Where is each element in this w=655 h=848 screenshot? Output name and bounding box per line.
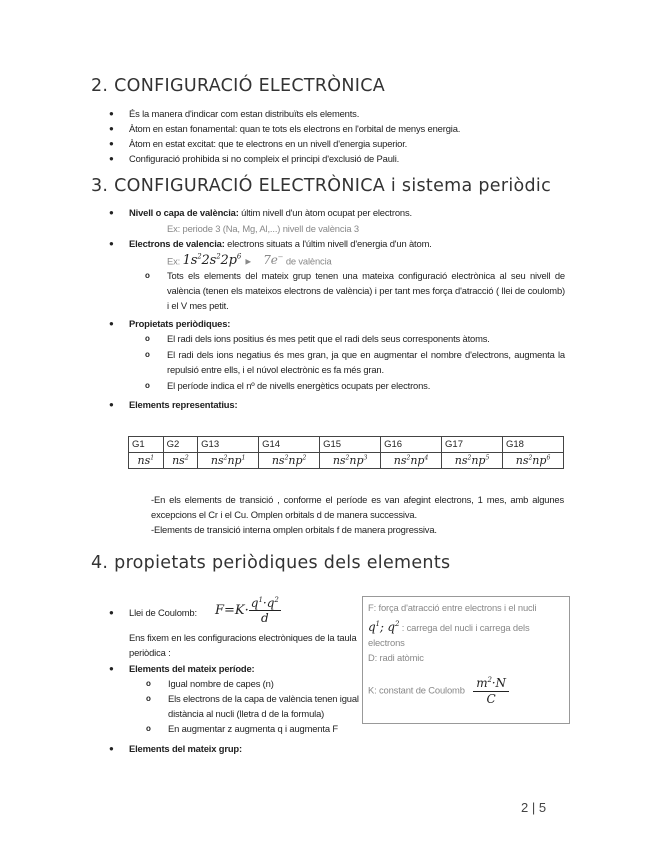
list-item [146, 691, 362, 721]
valence-label: Nivell o capa de valència: [129, 207, 239, 218]
valence-level-item [109, 205, 569, 220]
arrow-icon: ► [243, 255, 253, 267]
table-cell: $ns^2np^5$ [442, 453, 503, 469]
bullet-icon: ● [109, 109, 114, 118]
valence-electrons-item [109, 236, 569, 251]
circle-bullet-icon: o [146, 724, 151, 733]
table-cell: $ns^2np^4$ [381, 453, 442, 469]
list-item-text: El període indica el nº de nivells energètics ocupats per electrons. [167, 380, 431, 391]
properties-label: Propietats periòdiques: [129, 318, 231, 329]
list-item [146, 676, 362, 691]
list-item-text: Àtom en estat excitat: que te electrons en un nivell d'energia superior. [129, 138, 408, 149]
properties-list [145, 331, 565, 393]
representative-label: Elements representatius: [129, 399, 238, 410]
table-header-cell: G1 [129, 437, 164, 453]
table-header-cell: G15 [320, 437, 381, 453]
table-cell: $ns^1$ [129, 453, 164, 469]
table-cell: $ns^2np^6$ [503, 453, 564, 469]
properties-item [109, 316, 231, 331]
circle-bullet-icon: o [145, 381, 150, 390]
list-item-text: El radi dels ions negatius és mes gran, ja que en augmentar el nombre d'electrons, augmenta la repulsió entre ells, i el núvol electrònic es fa més gran. [167, 349, 565, 375]
circle-bullet-icon: o [145, 334, 150, 343]
table-cell: $ns^2np^1$ [198, 453, 259, 469]
table-cell: $ns^2np^2$ [259, 453, 320, 469]
legend-force: F: força d'atracció entre electrons i el nucli [368, 602, 537, 613]
electrons-text: electrons situats a l'últim nivell d'energia d'un àtom. [224, 238, 432, 249]
section-2-list [109, 106, 599, 166]
bullet-icon: ● [109, 124, 114, 133]
constant-units-formula: $\frac{m^2\cdot N}{C}$ [473, 673, 509, 707]
list-item-text: En augmentar z augmenta q i augmenta F [168, 723, 338, 734]
list-item [109, 106, 599, 121]
same-group-label: Elements del mateix grup: [129, 743, 242, 754]
table-header-cell: G16 [381, 437, 442, 453]
list-item-text: Igual nombre de capes (n) [168, 678, 274, 689]
coulomb-legend-box [362, 596, 570, 724]
list-item-text: Configuració prohibida si no compleix el principi d'exclusió de Pauli. [129, 153, 400, 164]
bullet-icon: ● [109, 744, 114, 753]
example-suffix: de valència [283, 255, 332, 267]
charges-formula: $q^1$; $q^2$ [368, 620, 400, 634]
section-4-title: 4. propietats periòdiques dels elements [91, 553, 451, 573]
bullet-icon: ● [109, 139, 114, 148]
list-item-text: El radi dels ions positius és mes petit que el radi dels seus corresponents àtoms. [167, 333, 490, 344]
group-note-text: Tots els elements del mateix grup tenen una mateixa configuració electrònica al seu nivell de valència (tenen els mateixos electrons de valència) i per tant mes força d'atracció ( llei de coulomb) i el V mes petit. [167, 270, 565, 311]
group-note [145, 268, 565, 313]
configuration-formula: $1s^22s^22p^6$ [182, 253, 242, 269]
list-item-text: Àtom en estan fonamental: quan te tots els electrons en l'orbital de menys energia. [129, 123, 461, 134]
same-group-item [109, 741, 242, 756]
table-header-cell: G17 [442, 437, 503, 453]
table-header-cell: G2 [163, 437, 198, 453]
table-header-cell: G18 [503, 437, 564, 453]
list-item [109, 121, 599, 136]
valence-text: últim nivell d'un àtom ocupat per electrons. [238, 207, 412, 218]
legend-constant [368, 673, 564, 707]
table-header-row [129, 437, 564, 453]
bullet-icon: ● [109, 608, 114, 617]
representative-item [109, 397, 238, 412]
list-item-text: És la manera d'indicar com estan distribuïts els elements. [129, 108, 360, 119]
bullet-icon: ● [109, 400, 114, 409]
legend-charges-text: : carrega del nucli i carrega dels electrons [368, 622, 530, 648]
circle-bullet-icon: o [145, 271, 150, 280]
list-item-text: Els electrons de la capa de valència tenen igual distància al nucli (lletra d de la formula) [168, 693, 359, 719]
valence-example: Ex: periode 3 (Na, Mg, Al,...) nivell de valència 3 [167, 223, 359, 234]
table-cell: $ns^2np^3$ [320, 453, 381, 469]
circle-bullet-icon: o [145, 350, 150, 359]
example-prefix: Ex: [167, 255, 181, 267]
same-period-list [146, 676, 362, 736]
circle-bullet-icon: o [146, 679, 151, 688]
legend-constant-text: K: constant de Coulomb [368, 684, 465, 696]
transition-note-2: -Elements de transició interna omplen orbitals f de manera progressiva. [151, 524, 437, 535]
list-item [145, 347, 565, 377]
coulomb-formula: F=K· $\frac{q^1\cdot q^2}{d}$ [215, 596, 279, 625]
electron-formula: 7e− [263, 253, 284, 268]
table-row [129, 453, 564, 469]
table-header-cell: G14 [259, 437, 320, 453]
legend-radius: D: radi atòmic [368, 652, 424, 663]
list-item [146, 721, 362, 736]
page-number: 2 | 5 [521, 800, 547, 815]
list-item [145, 378, 565, 393]
bullet-icon: ● [109, 239, 114, 248]
circle-bullet-icon: o [146, 694, 151, 703]
same-period-label: Elements del mateix període: [129, 663, 255, 674]
transition-note-1: -En els elements de transició , conforme el període es van afegint electrons, 1 mes, amb algunes excepcions el Cr i el Cu. Omplen orbitals d de manera successiva. [151, 494, 564, 520]
group-configuration-table [128, 436, 564, 469]
section-3-title: 3. CONFIGURACIÓ ELECTRÒNICA i sistema periòdic [91, 176, 551, 196]
bullet-icon: ● [109, 208, 114, 217]
electrons-label: Electrons de valencia: [129, 238, 225, 249]
list-item [109, 136, 599, 151]
coulomb-label: Llei de Coulomb: [129, 607, 197, 618]
section-2-title: 2. CONFIGURACIÓ ELECTRÒNICA [91, 76, 386, 96]
table-cell: $ns^2$ [163, 453, 198, 469]
table-header-cell: G13 [198, 437, 259, 453]
bullet-icon: ● [109, 664, 114, 673]
electrons-example [167, 250, 332, 268]
legend-charges [368, 617, 564, 650]
bullet-icon: ● [109, 319, 114, 328]
bullet-icon: ● [109, 154, 114, 163]
coulomb-note: Ens fixem en les configuracions electròniques de la taula periòdica : [129, 632, 357, 658]
list-item [109, 151, 599, 166]
list-item [145, 331, 565, 346]
same-period-item [109, 661, 255, 676]
